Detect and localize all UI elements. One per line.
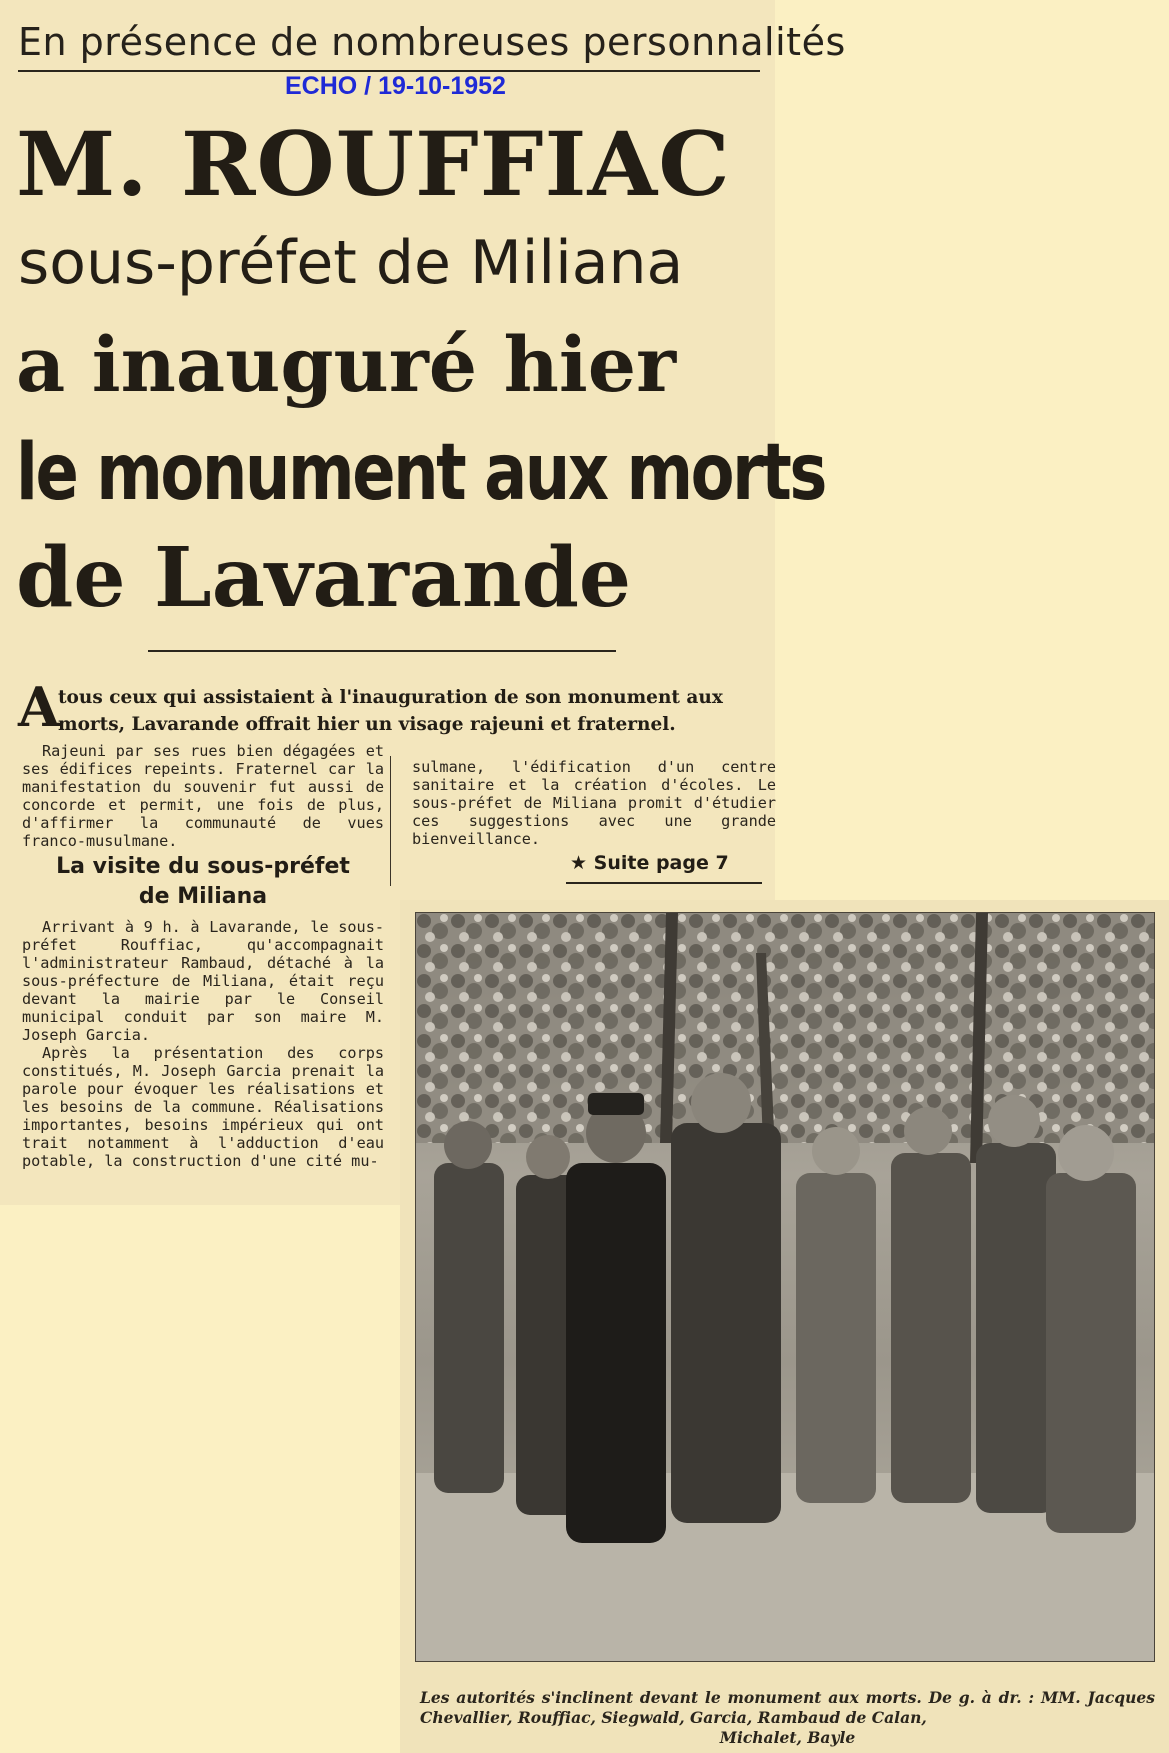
- column-1-paragraph-1: Rajeuni par ses rues bien dégagées et ses édifices repeints. Fraternel car la manifestation du souvenir fut aussi de concorde et permit, une fois de plus, d'affirmer la communauté de vues franco-musulmane.: [22, 742, 384, 850]
- column-2: [412, 758, 776, 848]
- news-photo: [415, 912, 1155, 1662]
- subheading: [22, 852, 384, 912]
- person-4-body: [671, 1123, 781, 1523]
- lead-paragraph: [58, 684, 776, 738]
- column-1-paragraph-3: Après la présentation des corps constitués, M. Joseph Garcia prenait la parole pour évoquer les réalisations et les besoins de la commune. Réalisations importantes, besoins impérieux qui ont trait notamment à l'adduction d'eau potable, la construction d'une cité mu-: [22, 1044, 384, 1170]
- subheading-line-1: La visite du sous-préfet: [56, 854, 350, 879]
- kicker: En présence de nombreuses personnalités: [18, 20, 846, 64]
- continuation-rule: [566, 882, 762, 884]
- column-1-paragraph-2: Arrivant à 9 h. à Lavarande, le sous-préfet Rouffiac, qu'accompagnait l'administrateur Rambaud, détaché à la sous-préfecture de Miliana, était reçu devant la mairie par le Conseil municipal conduit par son maire M. Joseph Garcia.: [22, 918, 384, 1044]
- person-6-body: [891, 1153, 971, 1503]
- person-7-head: [988, 1095, 1040, 1147]
- person-7-body: [976, 1143, 1056, 1513]
- person-1-body: [434, 1163, 504, 1493]
- person-8-body: [1046, 1173, 1136, 1533]
- lead-dropcap: A: [18, 675, 60, 739]
- continuation-note: ★ Suite page 7: [570, 852, 729, 874]
- person-3-kepi: [588, 1093, 644, 1115]
- column-2-paragraph: sulmane, l'édification d'un centre sanitaire et la création d'écoles. Le sous-préfet de Miliana promit d'étudier ces suggestions avec une grande bienveillance.: [412, 758, 776, 848]
- column-divider: [390, 756, 391, 886]
- headline-line-1: M. ROUFFIAC: [16, 112, 731, 216]
- headline-line-4: le monument aux morts: [16, 428, 825, 518]
- person-3-body: [566, 1163, 666, 1543]
- photo-caption-main: Les autorités s'inclinent devant le monument aux morts. De g. à dr. : MM. Jacques Chevallier, Rouffiac, Siegwald, Garcia, Rambaud de Calan,: [420, 1688, 1155, 1727]
- person-5-body: [796, 1173, 876, 1503]
- person-2-head: [526, 1135, 570, 1179]
- person-8-head: [1058, 1125, 1114, 1181]
- headline-line-5: de Lavarande: [16, 530, 632, 626]
- person-4-head: [691, 1073, 751, 1133]
- column-1-bottom: [22, 918, 384, 1170]
- lead-line-1: tous ceux qui assistaient à l'inauguration de son monument aux: [58, 687, 723, 708]
- photo-caption: [420, 1688, 1155, 1748]
- column-1-top: [22, 742, 384, 850]
- source-tag: ECHO / 19-10-1952: [285, 72, 506, 100]
- headline-line-3: a inauguré hier: [16, 320, 677, 409]
- person-1-head: [444, 1121, 492, 1169]
- headline-line-2: sous-préfet de Miliana: [18, 228, 684, 298]
- headline-separator: [148, 650, 616, 652]
- person-6-head: [904, 1107, 952, 1155]
- photo-caption-last: Michalet, Bayle: [719, 1728, 856, 1747]
- lead-line-2: morts, Lavarande offrait hier un visage rajeuni et fraternel.: [58, 714, 676, 735]
- photo-foliage: [416, 913, 1154, 1143]
- subheading-line-2: de Miliana: [138, 884, 268, 909]
- person-5-head: [812, 1127, 860, 1175]
